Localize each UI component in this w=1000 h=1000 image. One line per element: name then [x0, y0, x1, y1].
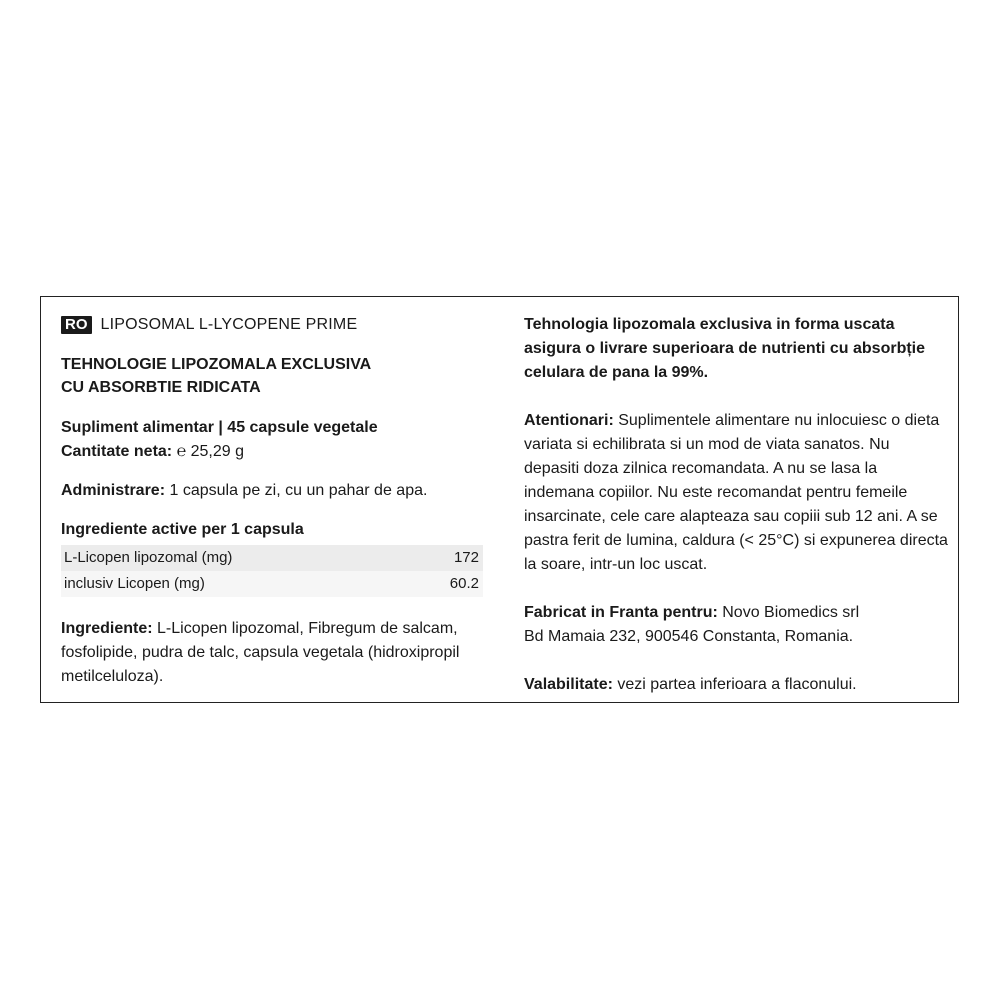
- ingredients: [61, 617, 483, 689]
- product-label: [40, 296, 959, 703]
- active-ingredients-table: [61, 545, 483, 597]
- ingredients-text: L-Licopen lipozomal, Fibregum de salcam, fosfolipide, pudra de talc, capsula vegetala (hidroxipropil metilceluloza).: [61, 620, 460, 685]
- product-header: [61, 313, 483, 337]
- manufacturer-label: Fabricat in Franta pentru:: [524, 604, 718, 621]
- ingredient-name: L-Licopen lipozomal (mg): [64, 549, 233, 566]
- ingredient-name: inclusiv Licopen (mg): [64, 575, 205, 592]
- ingredient-value: 172: [453, 549, 479, 566]
- validity-text: vezi partea inferioara a flaconului.: [612, 676, 857, 693]
- table-row: [61, 545, 483, 571]
- ingredient-value: 60.2: [449, 575, 479, 592]
- subtitle-line-1: TEHNOLOGIE LIPOZOMALA EXCLUSIVA: [61, 356, 372, 373]
- left-column: [61, 313, 483, 689]
- product-subtitle: [61, 353, 483, 399]
- manufacturer-name: Novo Biomedics srl: [717, 604, 860, 621]
- warnings-text: Suplimentele alimentare nu inlocuiesc o dieta variata si echilibrata si un mod de viata sanatos. Nu depasiti doza zilnica recomandata. A nu se lasa la indemana copiilor. Nu este recomandat pentru femeile insarcinate, cele care alapteaza sau copiii sub 12 ani. A se pastra ferit de lumina, caldura (< 25°C) si expunerea directa la soare, intr-un loc uscat.: [524, 412, 948, 573]
- product-name: LIPOSOMAL L-LYCOPENE PRIME: [100, 316, 358, 333]
- manufacturer-line: [524, 601, 949, 625]
- subtitle-line-2: CU ABSORBTIE RIDICATA: [61, 379, 261, 396]
- warnings-label: Atentionari:: [524, 412, 614, 429]
- supplement-info: [61, 416, 483, 464]
- net-quantity-label: Cantitate neta:: [61, 443, 173, 460]
- language-badge: RO: [61, 316, 92, 334]
- administration-label: Administrare:: [61, 482, 166, 499]
- manufacturer: [524, 601, 949, 649]
- administration-text: 1 capsula pe zi, cu un pahar de apa.: [165, 482, 428, 499]
- active-ingredients-title: Ingrediente active per 1 capsula: [61, 521, 304, 538]
- supplement-line: Supliment alimentar | 45 capsule vegetale: [61, 419, 378, 436]
- ingredients-label: Ingrediente:: [61, 620, 153, 637]
- administration: [61, 479, 483, 503]
- warnings: [524, 409, 949, 577]
- right-column: [524, 313, 949, 697]
- technology-intro: Tehnologia lipozomala exclusiva in forma uscata asigura o livrare superioara de nutrienti cu absorbție celulara de pana la 99%.: [524, 316, 926, 381]
- validity: [524, 673, 949, 697]
- table-row: [61, 571, 483, 597]
- validity-label: Valabilitate:: [524, 676, 613, 693]
- net-quantity: [61, 440, 483, 464]
- manufacturer-address: Bd Mamaia 232, 900546 Constanta, Romania.: [524, 628, 854, 645]
- net-quantity-value: ℮ 25,29 g: [176, 443, 245, 460]
